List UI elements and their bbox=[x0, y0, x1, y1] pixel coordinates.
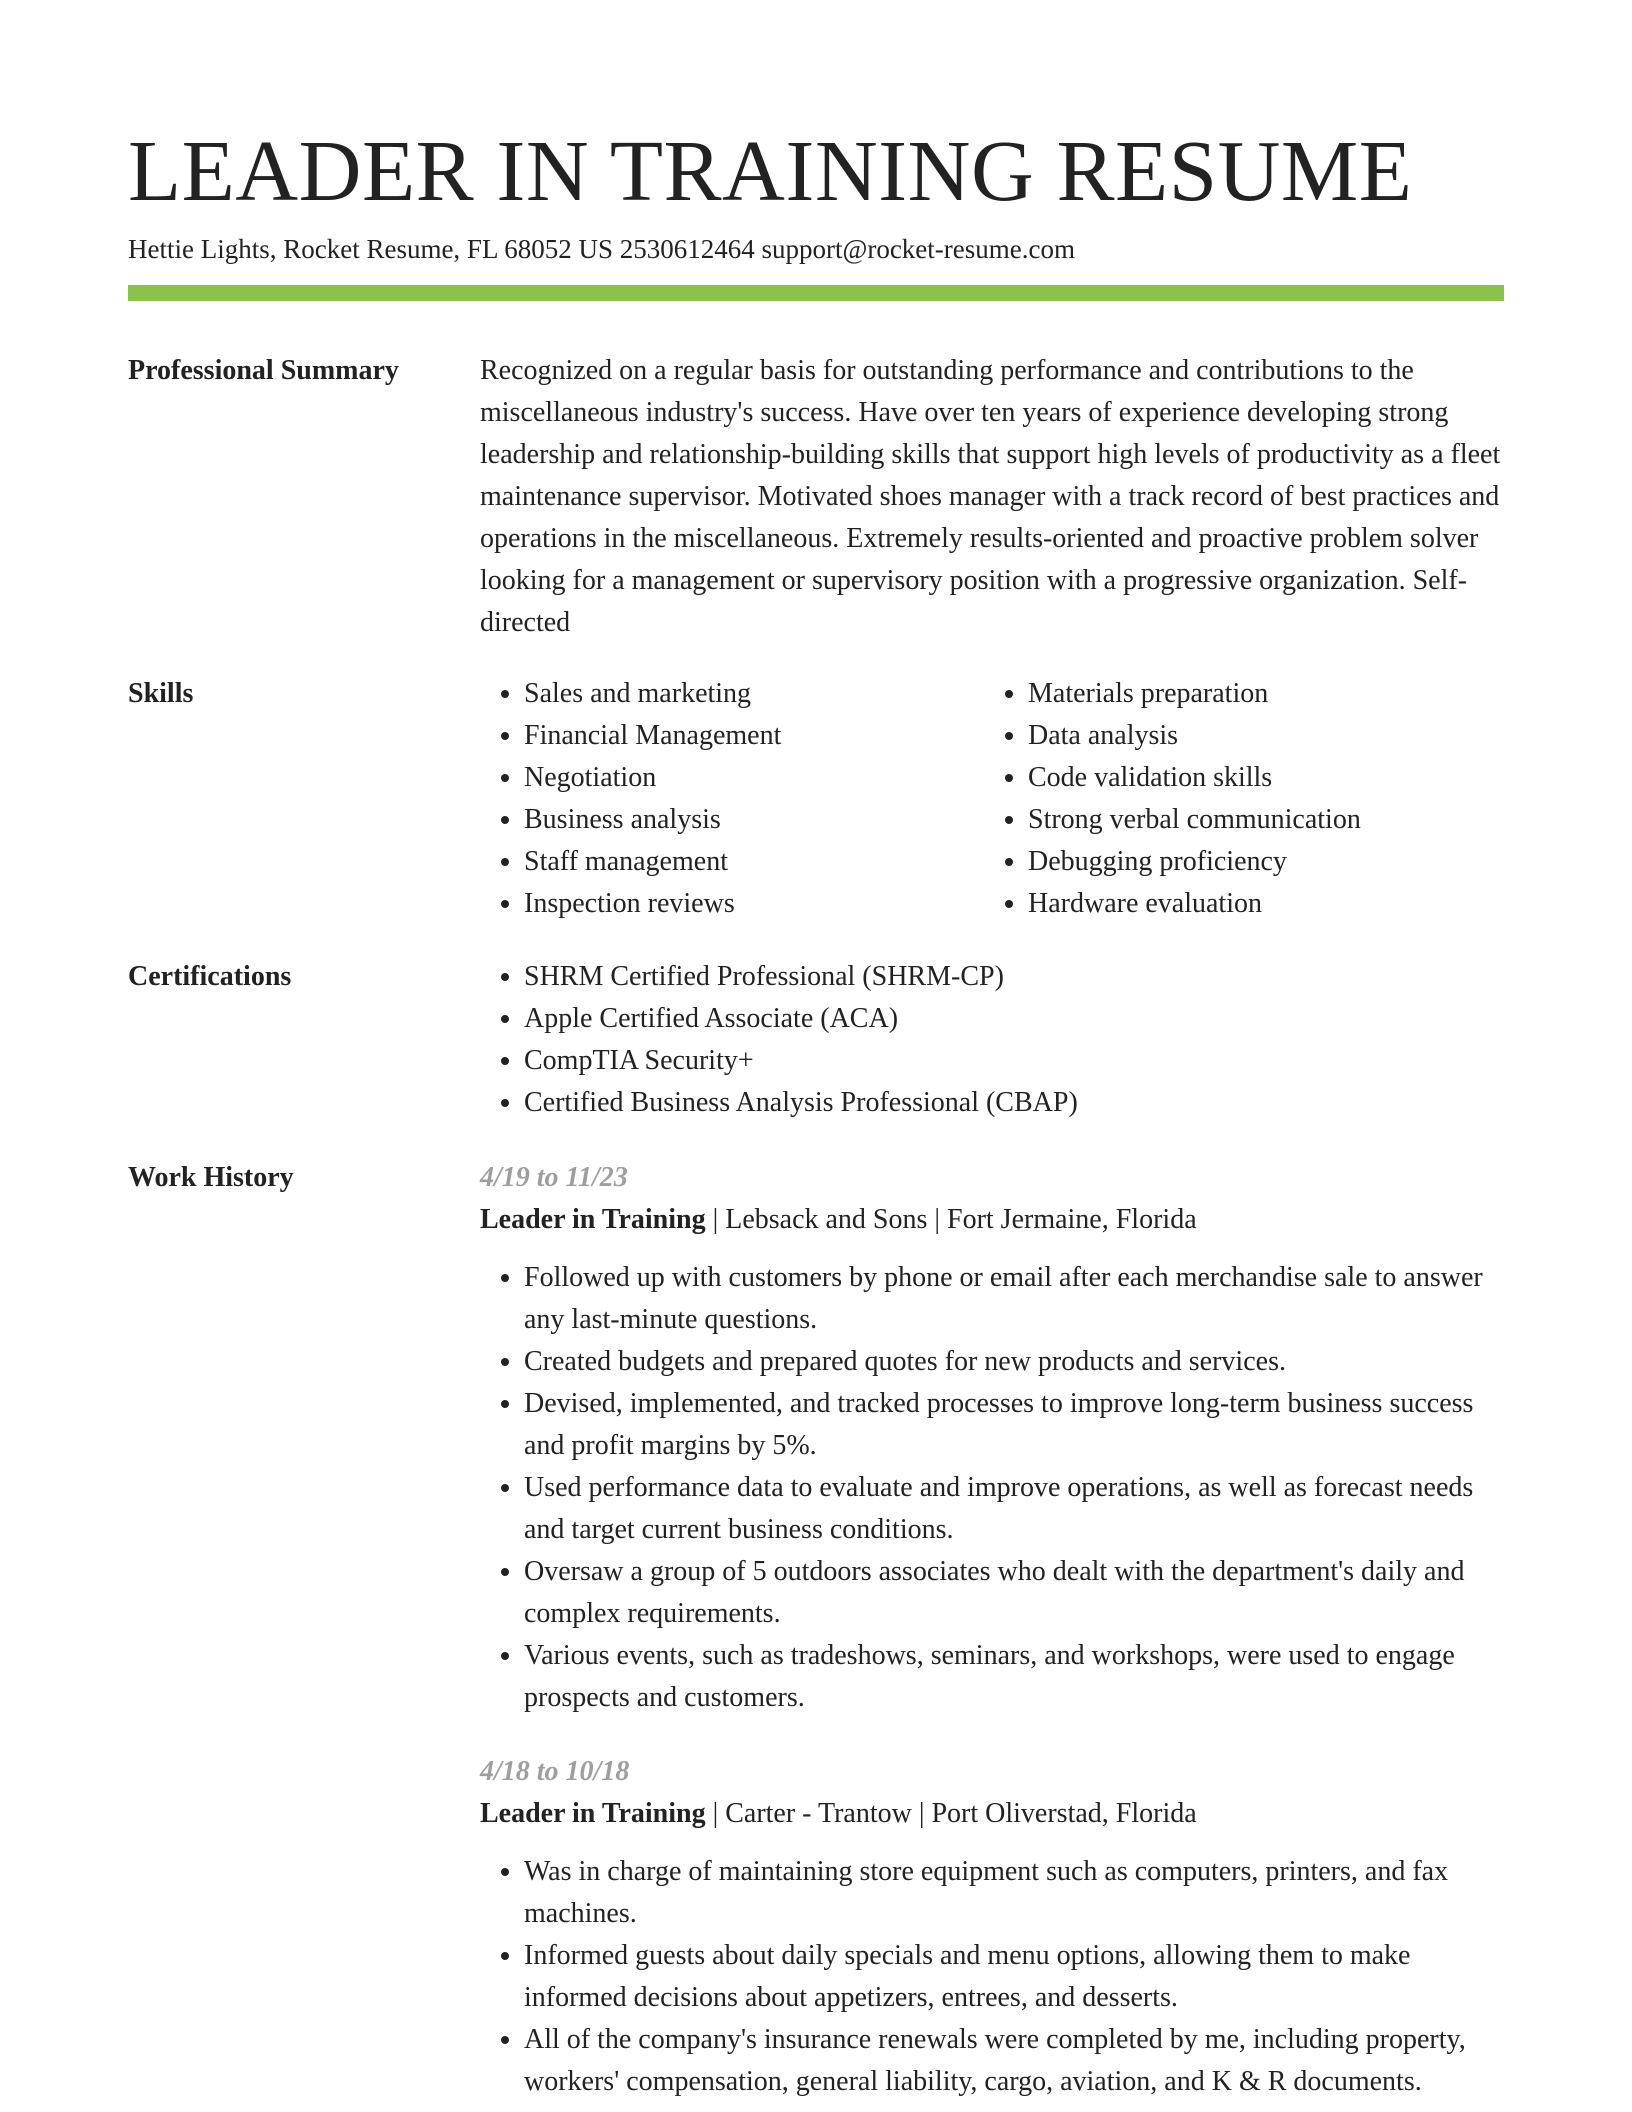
skill-item: • Data analysis bbox=[1028, 715, 1508, 757]
job-heading bbox=[480, 1199, 1504, 1241]
skill-item: • Debugging proficiency bbox=[1028, 841, 1508, 883]
job-bullet: • All of the company's insurance renewals were completed by me, including property, workers' compensation, general liability, cargo, aviation, and K & R documents. bbox=[524, 2019, 1504, 2103]
certification-item: • CompTIA Security+ bbox=[524, 1040, 1504, 1082]
contact-line: Hettie Lights, Rocket Resume, FL 68052 US 2530612464 support@rocket-resume.com bbox=[128, 234, 1075, 264]
job-bullets bbox=[480, 1851, 1504, 2103]
job-title: Leader in Training bbox=[480, 1798, 706, 1829]
job-bullet: • Used performance data to evaluate and improve operations, as well as forecast needs and target current business conditions. bbox=[524, 1467, 1504, 1551]
job-entry bbox=[480, 1157, 1504, 1719]
job-bullet: • Devised, implemented, and tracked processes to improve long-term business success and profit margins by 5%. bbox=[524, 1383, 1504, 1467]
certification-item: • SHRM Certified Professional (SHRM-CP) bbox=[524, 956, 1504, 998]
job-bullets bbox=[480, 1257, 1504, 1719]
work-history-heading: Work History bbox=[128, 1162, 294, 1193]
job-dates: 4/18 to 10/18 bbox=[480, 1756, 630, 1787]
skills-columns bbox=[480, 673, 1504, 925]
summary-heading: Professional Summary bbox=[128, 355, 399, 386]
skill-item: • Inspection reviews bbox=[524, 883, 984, 925]
certification-item: • Apple Certified Associate (ACA) bbox=[524, 998, 1504, 1040]
summary-text: Recognized on a regular basis for outstanding performance and contributions to the miscellaneous industry's success. Have over ten years of experience developing strong leadership and relationship-building skills that support high levels of productivity as a fleet maintenance supervisor. Motivated shoes manager with a track record of best practices and operations in the miscellaneous. Extremely results-oriented and proactive problem solver looking for a management or supervisory position with a progressive organization. Self-directed bbox=[480, 355, 1501, 638]
resume-title: LEADER IN TRAINING RESUME bbox=[128, 122, 1413, 219]
skills-heading: Skills bbox=[128, 678, 194, 709]
skills-list-left bbox=[480, 673, 984, 925]
certifications-list bbox=[480, 956, 1504, 1124]
certifications-heading: Certifications bbox=[128, 961, 292, 992]
job-bullet: • Informed guests about daily specials and menu options, allowing them to make informed decisions about appetizers, entrees, and desserts. bbox=[524, 1935, 1504, 2019]
accent-divider bbox=[128, 285, 1504, 301]
job-details: | Carter - Trantow | Port Oliverstad, Florida bbox=[705, 1798, 1197, 1829]
skill-item: • Financial Management bbox=[524, 715, 984, 757]
job-title: Leader in Training bbox=[480, 1204, 706, 1235]
job-entry bbox=[480, 1751, 1504, 2103]
certification-item: • Certified Business Analysis Professional (CBAP) bbox=[524, 1082, 1504, 1124]
summary-body bbox=[480, 350, 1504, 644]
skill-item: • Business analysis bbox=[524, 799, 984, 841]
skill-item: • Staff management bbox=[524, 841, 984, 883]
skill-item: • Strong verbal communication bbox=[1028, 799, 1508, 841]
skill-item: • Code validation skills bbox=[1028, 757, 1508, 799]
skill-item: • Hardware evaluation bbox=[1028, 883, 1508, 925]
work-history-body bbox=[480, 1157, 1504, 2103]
skills-body bbox=[480, 673, 1504, 925]
job-bullet: • Oversaw a group of 5 outdoors associates who dealt with the department's daily and complex requirements. bbox=[524, 1551, 1504, 1635]
skill-item: • Materials preparation bbox=[1028, 673, 1508, 715]
job-dates: 4/19 to 11/23 bbox=[480, 1162, 628, 1193]
skills-list-right bbox=[984, 673, 1508, 925]
job-bullet: • Followed up with customers by phone or email after each merchandise sale to answer any last-minute questions. bbox=[524, 1257, 1504, 1341]
job-details: | Lebsack and Sons | Fort Jermaine, Florida bbox=[705, 1204, 1197, 1235]
job-bullet: • Was in charge of maintaining store equipment such as computers, printers, and fax machines. bbox=[524, 1851, 1504, 1935]
job-heading bbox=[480, 1793, 1504, 1835]
skill-item: • Sales and marketing bbox=[524, 673, 984, 715]
certifications-body bbox=[480, 956, 1504, 1124]
skill-item: • Negotiation bbox=[524, 757, 984, 799]
job-bullet: • Created budgets and prepared quotes for new products and services. bbox=[524, 1341, 1504, 1383]
job-bullet: • Various events, such as tradeshows, seminars, and workshops, were used to engage prospects and customers. bbox=[524, 1635, 1504, 1719]
